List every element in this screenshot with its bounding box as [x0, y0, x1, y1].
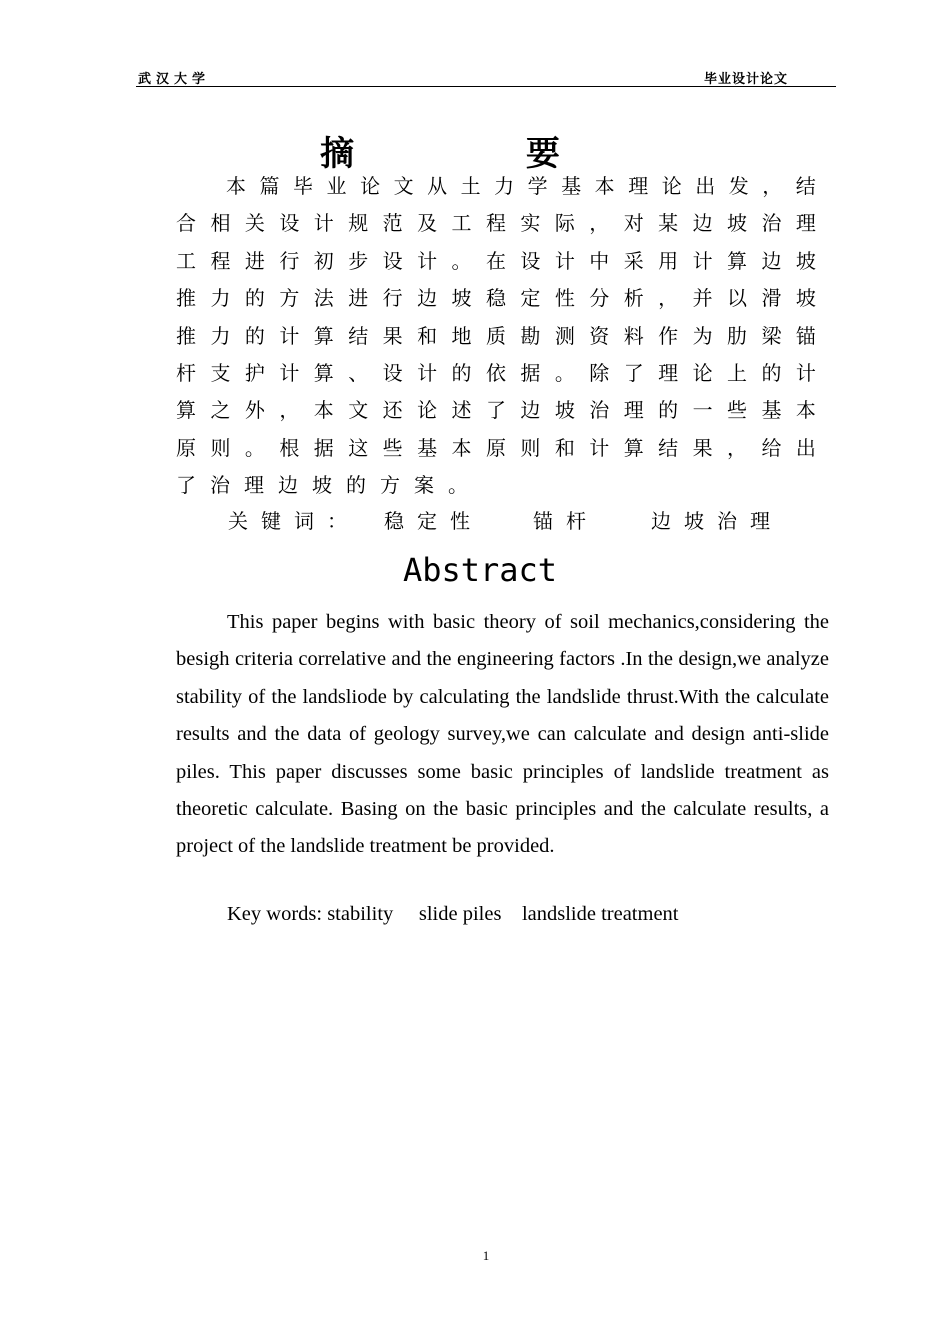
cn-abstract-line: 杆 支 护 计 算 、 设 计 的 依 据 。 除 了 理 论 上 的 计 [176, 360, 816, 385]
header-doc-type: 毕业设计论文 [703, 72, 788, 87]
cn-keyword: 锚杆 [533, 509, 599, 533]
cn-abstract-line: 工 程 进 行 初 步 设 计 。 在 设 计 中 采 用 计 算 边 坡 [176, 248, 816, 273]
en-abstract-body: This paper begins with basic theory of soil mechanics,considering the besigh criteria correlative and the engineering factors .In the design,we analyze stability of the landsliode by calculating the landslide thrust.With the calculate results and the data of geology survey,we can calculate and design anti-slide piles. This paper discusses some basic principles of landslide treatment as theoretic calculate. Basing on the basic principles and the calculate results, a project of the landslide treatment be provided. [176, 611, 829, 858]
cn-abstract-line: 本 篇 毕 业 论 文 从 土 力 学 基 本 理 论 出 发 ， 结 [226, 174, 816, 198]
cn-keywords [228, 505, 783, 534]
cn-keywords-label: 关键词： [228, 509, 360, 533]
cn-abstract-line: 原 则 。 根 据 这 些 基 本 原 则 和 计 算 结 果 ， 给 出 [176, 435, 816, 460]
cn-keyword: 边坡治理 [651, 509, 783, 533]
header-university: 武汉大学 [138, 72, 211, 87]
cn-abstract-title: 摘 要 [320, 134, 640, 174]
en-abstract-title: Abstract [402, 551, 558, 589]
cn-abstract-body [176, 168, 816, 505]
cn-abstract-line: 了 治 理 边 坡 的 方 案 。 [176, 473, 468, 498]
cn-keyword: 稳定性 [384, 509, 483, 533]
cn-abstract-line: 合 相 关 设 计 规 范 及 工 程 实 际 ， 对 某 边 坡 治 理 [176, 211, 816, 236]
page-number: 1 [482, 1248, 490, 1263]
cn-abstract-line: 算 之 外 ， 本 文 还 论 述 了 边 坡 治 理 的 一 些 基 本 [176, 398, 816, 423]
page-header [136, 66, 836, 87]
cn-abstract-line: 推 力 的 计 算 结 果 和 地 质 勘 测 资 料 作 为 肋 梁 锚 [176, 323, 816, 348]
en-keywords: Key words: stability slide piles landslide treatment [227, 903, 679, 925]
cn-abstract-line: 推 力 的 方 法 进 行 边 坡 稳 定 性 分 析 ， 并 以 滑 坡 [176, 286, 816, 311]
